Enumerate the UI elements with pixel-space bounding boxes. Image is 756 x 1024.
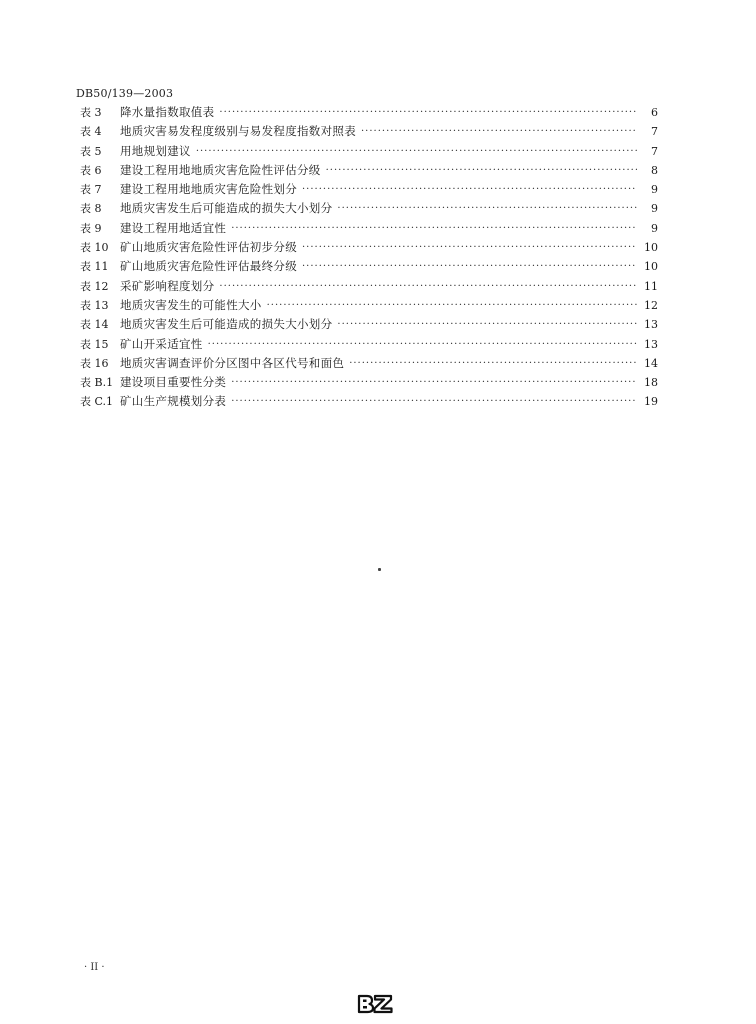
toc-entry-page: 19 <box>644 395 658 409</box>
toc-entry-page: 7 <box>651 144 658 158</box>
toc-entry-page: 14 <box>644 356 658 370</box>
toc-entry[interactable] <box>80 238 658 257</box>
toc-entry-title: 地质灾害调查评价分区图中各区代号和面色 <box>120 355 345 370</box>
toc-entry-label: 表 12 <box>80 279 109 293</box>
toc-entry[interactable] <box>80 142 658 161</box>
toc-entry-label: 表 15 <box>80 337 109 351</box>
toc-entry[interactable] <box>80 373 658 392</box>
toc-leader-dots <box>208 335 637 354</box>
toc-entry[interactable] <box>80 180 658 199</box>
toc-entry-label: 表 14 <box>80 318 109 332</box>
toc-leader-dots <box>196 142 637 161</box>
toc-entry-title: 建设项目重要性分类 <box>120 375 227 390</box>
toc-entry-page: 13 <box>644 318 658 332</box>
toc-entry[interactable] <box>80 103 658 122</box>
toc-entry-label: 表 8 <box>80 202 102 216</box>
toc-entry-page: 10 <box>644 260 658 274</box>
scan-speck <box>378 568 381 571</box>
toc-leader-dots <box>337 199 637 218</box>
toc-entry[interactable] <box>80 161 658 180</box>
toc-entry-title: 地质灾害发生后可能造成的损失大小划分 <box>120 201 333 216</box>
toc-entry[interactable] <box>80 277 658 296</box>
toc-entry-title: 采矿影响程度划分 <box>120 278 215 293</box>
toc-leader-dots <box>349 354 637 373</box>
toc-entry-label: 表 5 <box>80 144 102 158</box>
toc-entry-label: 表 9 <box>80 221 102 235</box>
bz-logo-icon <box>356 993 394 1015</box>
toc-entry-label: 表 C.1 <box>80 395 114 409</box>
toc-entry-page: 13 <box>644 337 658 351</box>
toc-entry-label: 表 13 <box>80 298 109 312</box>
toc-leader-dots <box>267 296 637 315</box>
toc-entry-page: 9 <box>651 202 658 216</box>
toc-entry-label: 表 3 <box>80 106 102 119</box>
toc-entry-title: 矿山地质灾害危险性评估初步分级 <box>120 240 297 255</box>
toc-entry[interactable] <box>80 354 658 373</box>
toc-entry[interactable] <box>80 296 658 315</box>
toc-entry[interactable] <box>80 315 658 334</box>
toc-entry[interactable] <box>80 219 658 238</box>
toc-entry-page: 9 <box>651 183 658 197</box>
toc-entry[interactable] <box>80 392 658 411</box>
toc-entry-label: 表 4 <box>80 125 102 139</box>
toc-leader-dots <box>219 277 637 296</box>
toc-entry-page: 8 <box>651 163 658 177</box>
toc-entry-label: 表 11 <box>80 260 109 274</box>
table-of-contents <box>80 103 658 412</box>
toc-entry-title: 矿山地质灾害危险性评估最终分级 <box>120 259 297 274</box>
toc-entry[interactable] <box>80 257 658 276</box>
toc-entry-page: 18 <box>644 376 658 390</box>
toc-entry[interactable] <box>80 122 658 141</box>
toc-leader-dots <box>219 103 637 122</box>
toc-leader-dots <box>231 219 637 238</box>
toc-entry-label: 表 16 <box>80 356 109 370</box>
toc-leader-dots <box>231 392 637 411</box>
toc-leader-dots <box>361 122 637 141</box>
toc-entry[interactable] <box>80 199 658 218</box>
toc-entry-title: 建设工程用地地质灾害危险性评估分级 <box>120 162 321 177</box>
toc-entry-title: 矿山生产规模划分表 <box>120 394 227 409</box>
toc-entry-title: 降水量指数取值表 <box>120 105 215 119</box>
page-number: · II · <box>84 962 105 973</box>
toc-entry[interactable] <box>80 335 658 354</box>
toc-entry-page: 10 <box>644 241 658 255</box>
toc-entry-title: 地质灾害易发程度级别与易发程度指数对照表 <box>120 124 356 139</box>
toc-entry-label: 表 10 <box>80 241 109 255</box>
toc-entry-title: 建设工程用地适宜性 <box>120 220 227 235</box>
toc-entry-title: 地质灾害发生的可能性大小 <box>120 297 262 312</box>
toc-entry-label: 表 7 <box>80 183 102 197</box>
toc-entry-title: 矿山开采适宜性 <box>120 336 203 351</box>
toc-leader-dots <box>302 238 637 257</box>
toc-entry-title: 用地规划建议 <box>120 143 191 158</box>
toc-entry-title: 地质灾害发生后可能造成的损失大小划分 <box>120 317 333 332</box>
toc-entry-page: 12 <box>644 298 658 312</box>
toc-entry-title: 建设工程用地地质灾害危险性划分 <box>120 182 297 197</box>
toc-entry-label: 表 6 <box>80 163 102 177</box>
toc-leader-dots <box>302 257 637 276</box>
toc-leader-dots <box>231 373 637 392</box>
toc-leader-dots <box>302 180 637 199</box>
toc-leader-dots <box>337 315 637 334</box>
toc-entry-page: 6 <box>651 106 658 119</box>
document-code: DB50/139—2003 <box>76 87 174 100</box>
toc-entry-label: 表 B.1 <box>80 376 114 390</box>
toc-leader-dots <box>326 161 637 180</box>
toc-entry-page: 11 <box>644 279 658 293</box>
toc-entry-page: 7 <box>651 125 658 139</box>
toc-entry-page: 9 <box>651 221 658 235</box>
